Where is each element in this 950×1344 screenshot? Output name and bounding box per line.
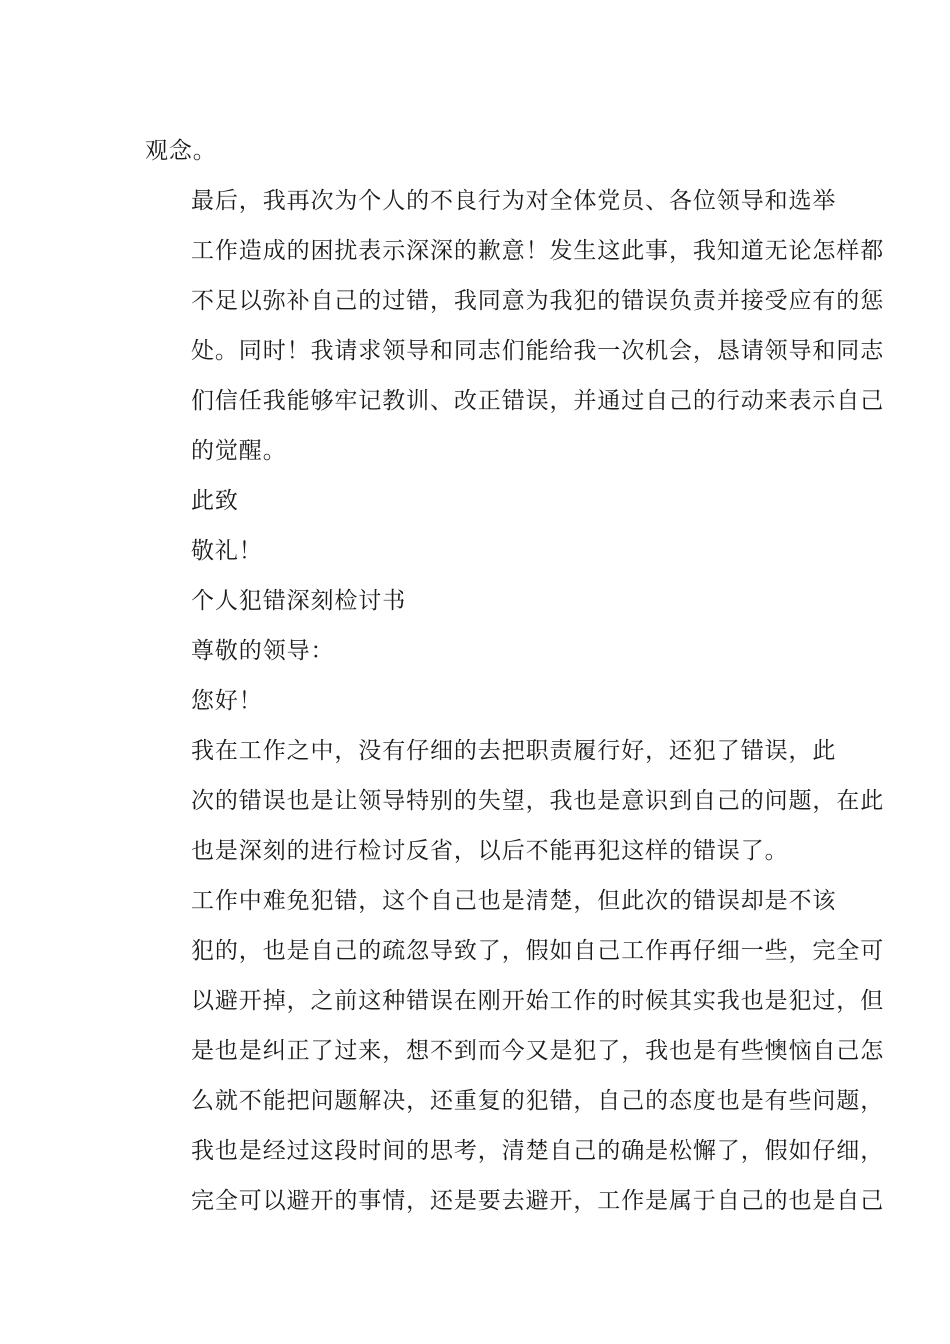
text-line: 此致	[191, 488, 239, 514]
text-line: 是也是纠正了过来，想不到而今又是犯了，我也是有些懊恼自己怎	[191, 1038, 885, 1064]
paragraph	[145, 576, 809, 626]
text-line: 工作造成的困扰表示深深的歉意！发生这此事，我知道无论怎样都	[191, 238, 885, 264]
text-line: 我在工作之中，没有仔细的去把职责履行好，还犯了错误，此	[191, 738, 837, 764]
text-line: 完全可以避开的事情，还是要去避开，工作是属于自己的也是自己	[191, 1188, 885, 1214]
text-line: 次的错误也是让领导特别的失望，我也是意识到自己的问题，在此	[191, 788, 885, 814]
text-line: 工作中难免犯错，这个自己也是清楚，但此次的错误却是不该	[191, 888, 837, 914]
text-line: 个人犯错深刻检讨书	[191, 588, 407, 614]
paragraph	[145, 476, 809, 526]
text-line: 您好！	[191, 688, 263, 714]
text-line: 敬礼！	[191, 538, 263, 564]
paragraph	[145, 726, 885, 876]
paragraph	[145, 876, 885, 1226]
text-line: 以避开掉，之前这种错误在刚开始工作的时候其实我也是犯过，但	[191, 988, 885, 1014]
text-line: 尊敬的领导：	[191, 638, 335, 664]
text-line: 们信任我能够牢记教训、改正错误，并通过自己的行动来表示自己	[191, 388, 885, 414]
text-line: 处。同时！我请求领导和同志们能给我一次机会，恳请领导和同志	[191, 338, 885, 364]
text-line: 的觉醒。	[191, 438, 287, 464]
paragraph	[145, 676, 809, 726]
text-line: 我也是经过这段时间的思考，清楚自己的确是松懈了，假如仔细，	[191, 1138, 885, 1164]
paragraph	[145, 126, 809, 176]
text-line: 不足以弥补自己的过错，我同意为我犯的错误负责并接受应有的惩	[191, 288, 885, 314]
paragraph	[145, 526, 809, 576]
text-line: 最后，我再次为个人的不良行为对全体党员、各位领导和选举	[191, 188, 837, 214]
paragraph	[145, 626, 809, 676]
text-line: 么就不能把问题解决，还重复的犯错，自己的态度也是有些问题，	[191, 1088, 885, 1114]
text-line: 观念。	[145, 138, 217, 164]
text-line: 犯的，也是自己的疏忽导致了，假如自己工作再仔细一些，完全可	[191, 938, 885, 964]
text-line: 也是深刻的进行检讨反省，以后不能再犯这样的错误了。	[191, 838, 789, 864]
document-body	[145, 126, 885, 1226]
paragraph	[145, 176, 885, 476]
